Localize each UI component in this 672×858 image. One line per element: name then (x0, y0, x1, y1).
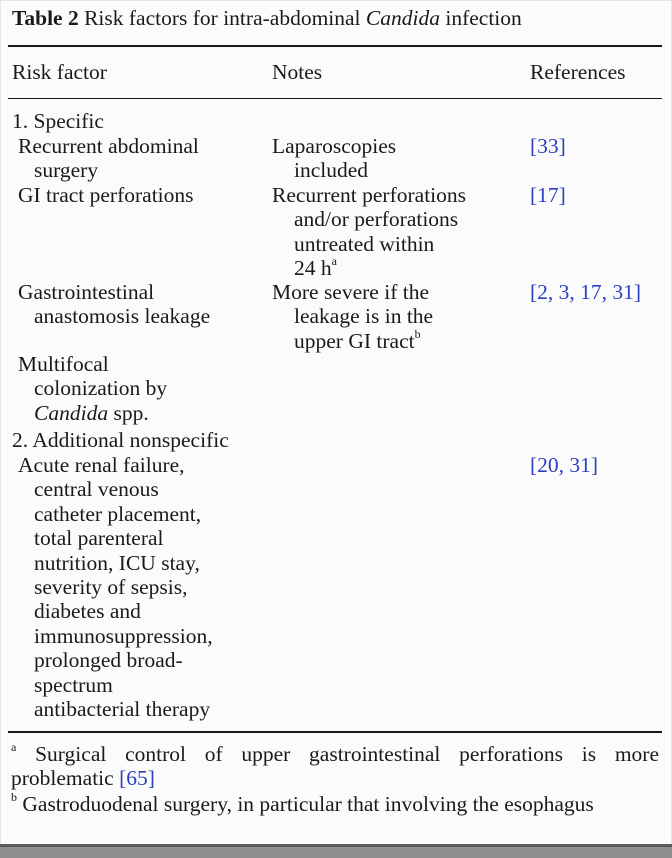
notes-line: 24 h (294, 256, 332, 281)
notes-line: Recurrent perforations (272, 183, 467, 207)
table-row (18, 352, 167, 425)
risk-factor-line: colonization by (34, 376, 168, 401)
caption-italic: Candida (365, 6, 440, 30)
risk-factor-line: spectrum (34, 672, 113, 697)
risk-factor-line: Gastrointestinal (18, 280, 155, 304)
risk-factor-line: prolonged broad- (34, 648, 183, 673)
top-rule (8, 45, 662, 47)
risk-factor-line: central venous (34, 477, 159, 502)
section-heading: 2. Additional nonspecific (12, 428, 229, 452)
table-row (18, 134, 199, 183)
column-header-notes: Notes (272, 60, 323, 84)
risk-factor-italic: Candida (34, 400, 109, 425)
risk-factor-line: diabetes and (34, 599, 141, 624)
footnote (11, 789, 659, 816)
table-row (18, 183, 194, 207)
notes-cell (272, 280, 433, 353)
reference-link[interactable]: [65] (119, 766, 155, 790)
header-rule (8, 98, 662, 99)
risk-factor-line: antibacterial therapy (34, 697, 211, 722)
column-header-risk-factor: Risk factor (12, 60, 107, 84)
risk-factor-line: catheter placement, (34, 501, 202, 526)
reference-link[interactable]: [17] (530, 183, 566, 207)
reference-link[interactable]: [2, 3, 17, 31] (530, 280, 642, 304)
caption-text: Risk factors for intra-abdominal (84, 6, 361, 30)
footnote (11, 739, 660, 790)
risk-factor-line: Recurrent abdominal (18, 134, 199, 158)
caption-label: Table 2 (12, 6, 79, 30)
footnote-mark: b (11, 789, 17, 804)
notes-line: Laparoscopies (272, 134, 397, 158)
footnote-text: Surgical control of upper gastrointestinal perforations is more problematic (11, 742, 660, 790)
reference-link[interactable]: [20, 31] (530, 453, 599, 477)
table-row (18, 453, 213, 721)
risk-factor-line: nutrition, ICU stay, (34, 550, 200, 575)
table-caption (12, 6, 662, 30)
notes-line: included (294, 158, 369, 183)
footnote-text: Gastroduodenal surgery, in particular that involving the esophagus (22, 792, 594, 816)
reference-link[interactable]: [33] (530, 134, 566, 158)
page-bottom-edge (0, 844, 672, 858)
risk-factor-line: surgery (34, 158, 99, 183)
risk-factor-line: Acute renal failure, (18, 453, 185, 477)
notes-line: upper GI tract (294, 328, 415, 353)
caption-end: infection (445, 6, 522, 30)
notes-line: untreated within (294, 231, 435, 256)
footnote-marker: a (331, 254, 337, 269)
section-heading: 1. Specific (12, 109, 104, 133)
footnote-mark: a (11, 739, 17, 754)
notes-line: More severe if the (272, 280, 429, 304)
risk-factor-line: GI tract perforations (18, 183, 194, 207)
notes-cell (272, 183, 466, 281)
risk-factor-line: Multifocal (18, 352, 109, 376)
risk-factor-line: immunosuppression, (34, 623, 213, 648)
bottom-rule (8, 731, 662, 733)
risk-factor-line: anastomosis leakage (34, 304, 211, 329)
table-row (18, 280, 210, 329)
risk-factor-line: total parenteral (34, 526, 164, 551)
notes-cell (272, 134, 396, 183)
notes-line: and/or perforations (294, 207, 459, 232)
column-header-references: References (530, 60, 626, 84)
risk-factor-line: severity of sepsis, (34, 575, 188, 600)
footnote-marker: b (414, 326, 421, 341)
notes-line: leakage is in the (294, 304, 434, 329)
risk-factor-line: spp. (113, 400, 149, 425)
